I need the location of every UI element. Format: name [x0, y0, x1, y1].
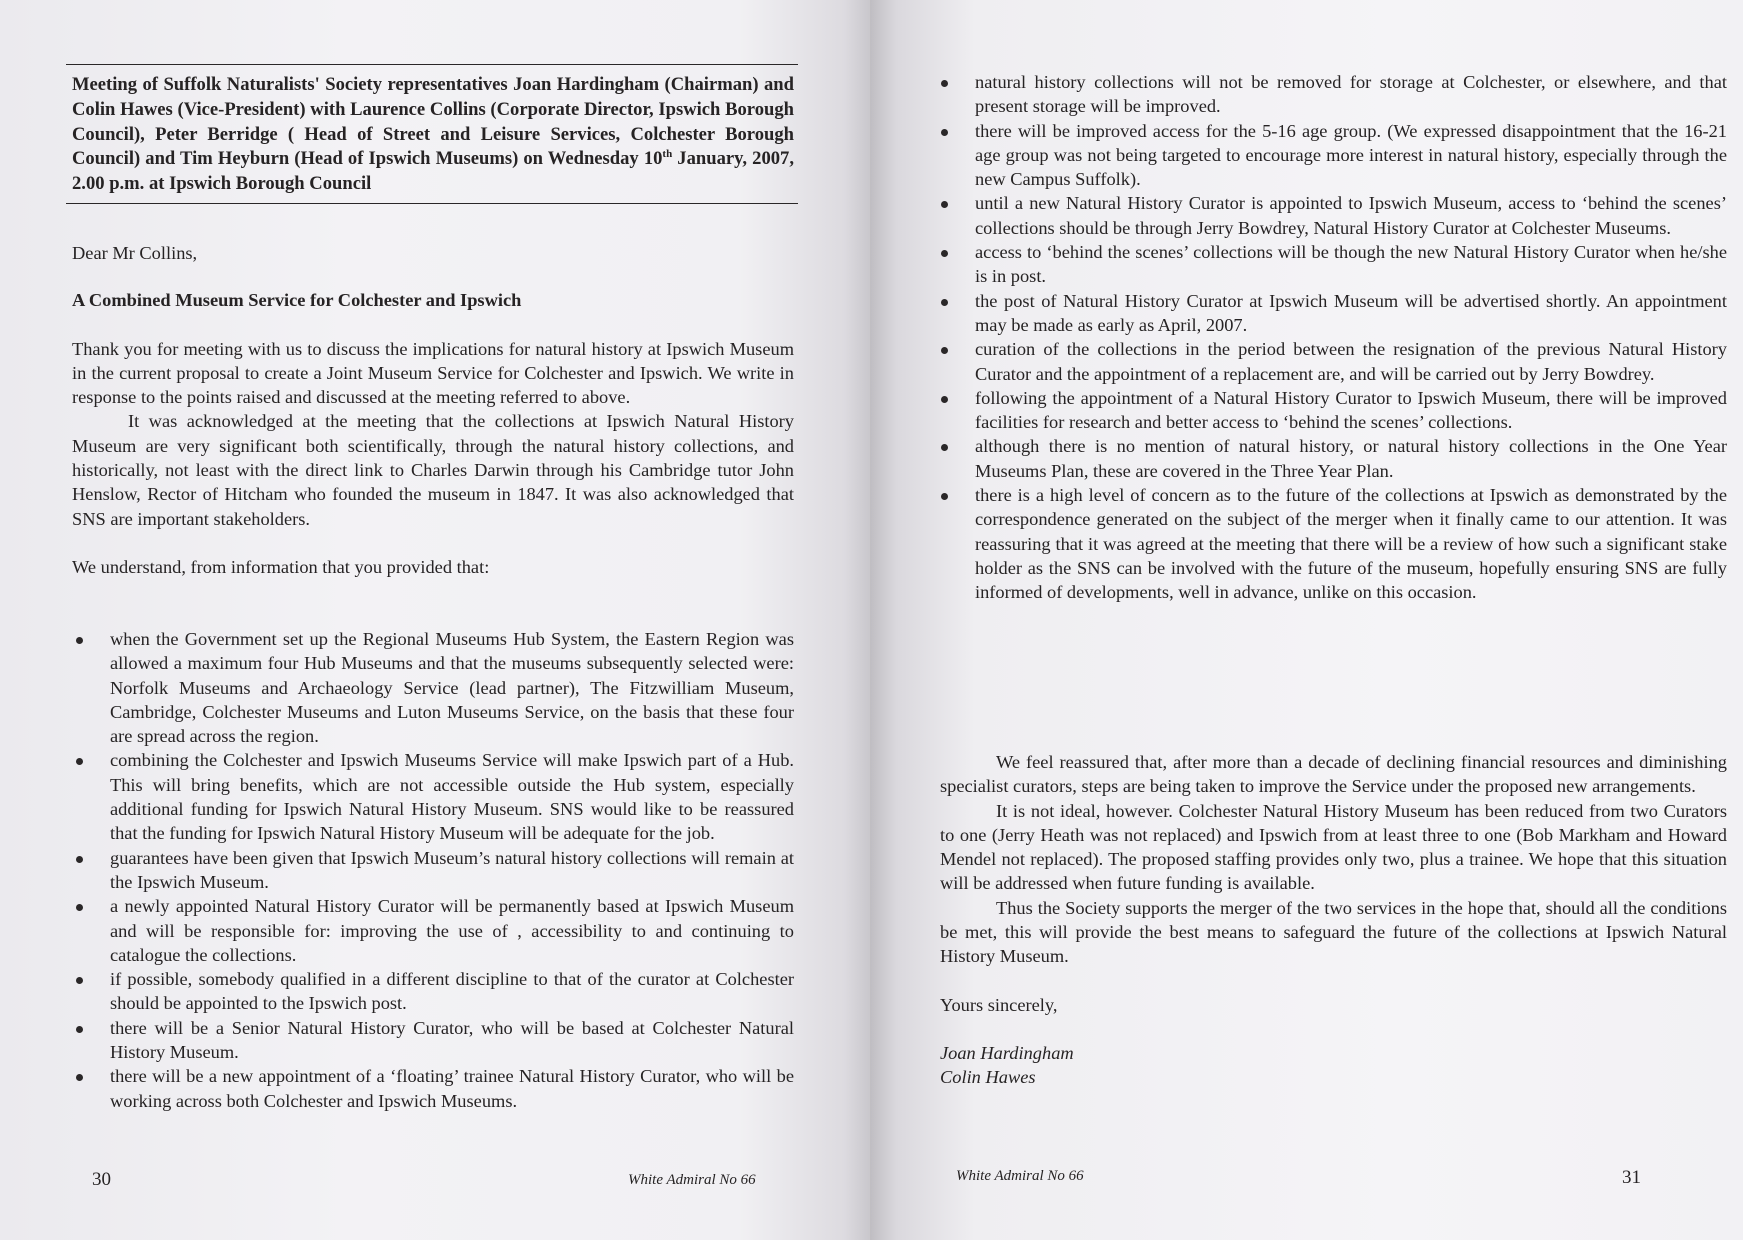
page-number-right: 31 — [1622, 1167, 1641, 1188]
right-body — [940, 750, 1727, 1090]
list-item: if possible, somebody qualified in a different discipline to that of the curator at Colchester should be appointed to the Ipswich post. — [72, 967, 794, 1016]
left-page — [0, 0, 870, 1240]
publication-right: White Admiral No 66 — [956, 1168, 1084, 1184]
paragraph-4: It is not ideal, however. Colchester Natural History Museum has been reduced from two Curators to one (Jerry Heath was not replaced) and Ipswich from at least three to one (Bob Markham and Howard Mendel not replaced). The proposed staffing provides only two, plus a trainee. We hope that this situation will be addressed when future funding is available. — [940, 800, 1727, 894]
paragraph-1: Thank you for meeting with us to discuss the implications for natural history at Ipswich Museum in the current proposal to create a Joint Museum Service for Colchester and Ipswich. We write in response to the points raised and discussed at the meeting referred to above. — [72, 338, 794, 408]
left-bullet-list — [72, 627, 794, 1113]
list-item: until a new Natural History Curator is appointed to Ipswich Museum, access to ‘behind the scenes’ collections should be through Jerry Bowdrey, Natural History Curator at Colchester Museums. — [937, 191, 1727, 240]
paragraph-5: Thus the Society supports the merger of the two services in the hope that, should all the conditions be met, this will provide the best means to safeguard the future of the collections at Ipswich Natural History Museum. — [940, 897, 1727, 967]
list-item: curation of the collections in the period between the resignation of the previous Natural History Curator and the appointment of a replacement are, and will be carried out by Jerry Bowdrey. — [937, 337, 1727, 386]
list-item: there will be improved access for the 5-16 age group. (We expressed disappointment that the 16-21 age group was not being targeted to encourage more interest in natural history, especially through the new Campus Suffolk). — [937, 119, 1727, 192]
list-item: there is a high level of concern as to the future of the collections at Ipswich as demonstrated by the correspondence generated on the subject of the merger when it finally came to our attention. It was reassuring that it was agreed at the meeting that there will be a review of how such a significant stake holder as the SNS can be involved with the future of the museum, hopefully ensuring SNS are fully informed of developments, well in advance, unlike on this occasion. — [937, 483, 1727, 604]
meeting-header-sup: th — [662, 148, 673, 161]
closing: Yours sincerely, — [940, 994, 1058, 1015]
list-item: the post of Natural History Curator at Ipswich Museum will be advertised shortly. An appointment may be made as early as April, 2007. — [937, 289, 1727, 338]
meeting-header-text: Meeting of Suffolk Naturalists' Society representatives Joan Hardingham (Chairman) and Colin Hawes (Vice-President) with Laurence Collins (Corporate Director, Ipswich Borough Council), Peter Berridge ( Head of Street and Leisure Services, Colchester Borough Council) and Tim Heyburn (Head of Ipswich Museums) on Wednesday 10 — [72, 74, 794, 170]
paragraph-2: It was acknowledged at the meeting that the collections at Ipswich Natural History Museum are very significant both scientifically, through the natural history collections, and historically, not least with the direct link to Charles Darwin through his Cambridge tutor John Henslow, Rector of Hitcham who founded the museum in 1847. It was also acknowledged that SNS are important stakeholders. — [72, 411, 794, 529]
right-bullet-list — [937, 70, 1727, 605]
list-item: combining the Colchester and Ipswich Museums Service will make Ipswich part of a Hub. This will bring benefits, which are not accessible outside the Hub system, especially additional funding for Ipswich Natural History Museum. SNS would like to be reassured that the funding for Ipswich Natural History Museum will be adequate for the job. — [72, 748, 794, 845]
salutation: Dear Mr Collins, — [72, 243, 198, 263]
intro-line: We understand, from information that you provided that: — [72, 556, 490, 577]
signatory-2: Colin Hawes — [940, 1067, 1036, 1088]
paragraph-3: We feel reassured that, after more than a decade of declining financial resources and diminishing specialist curators, steps are being taken to improve the Service under the proposed new arrangements. — [940, 752, 1727, 797]
meeting-header-tail: January, 2007, 2.00 p.m. at Ipswich Borough Council — [72, 148, 794, 195]
right-page — [870, 0, 1743, 1240]
letter-title: A Combined Museum Service for Colchester and Ipswich — [72, 290, 522, 311]
list-item: guarantees have been given that Ipswich Museum’s natural history collections will remain at the Ipswich Museum. — [72, 846, 794, 895]
list-item: natural history collections will not be removed for storage at Colchester, or elsewhere, and that present storage will be improved. — [937, 70, 1727, 119]
list-item: there will be a new appointment of a ‘floating’ trainee Natural History Curator, who will be working across both Colchester and Ipswich Museums. — [72, 1064, 794, 1113]
list-item: there will be a Senior Natural History Curator, who will be based at Colchester Natural History Museum. — [72, 1016, 794, 1065]
publication-left: White Admiral No 66 — [628, 1172, 756, 1188]
list-item: a newly appointed Natural History Curator will be permanently based at Ipswich Museum and will be responsible for: improving the use of , accessibility to and continuing to catalogue the collections. — [72, 894, 794, 967]
list-item: following the appointment of a Natural History Curator to Ipswich Museum, there will be improved facilities for research and better access to ‘behind the scenes’ collections. — [937, 386, 1727, 435]
list-item: although there is no mention of natural history, or natural history collections in the One Year Museums Plan, these are covered in the Three Year Plan. — [937, 434, 1727, 483]
list-item: when the Government set up the Regional Museums Hub System, the Eastern Region was allowed a maximum four Hub Museums and that the museums subsequently selected were: Norfolk Museums and Archaeology Service (lead partner), The Fitzwilliam Museum, Cambridge, Colchester Museums and Luton Museums Service, on the basis that these four are spread across the region. — [72, 627, 794, 748]
list-item: access to ‘behind the scenes’ collections will be though the new Natural History Curator when he/she is in post. — [937, 240, 1727, 289]
left-body — [72, 241, 794, 579]
signatory-1: Joan Hardingham — [940, 1042, 1074, 1063]
page-number-left: 30 — [92, 1169, 111, 1190]
meeting-header — [66, 64, 798, 204]
